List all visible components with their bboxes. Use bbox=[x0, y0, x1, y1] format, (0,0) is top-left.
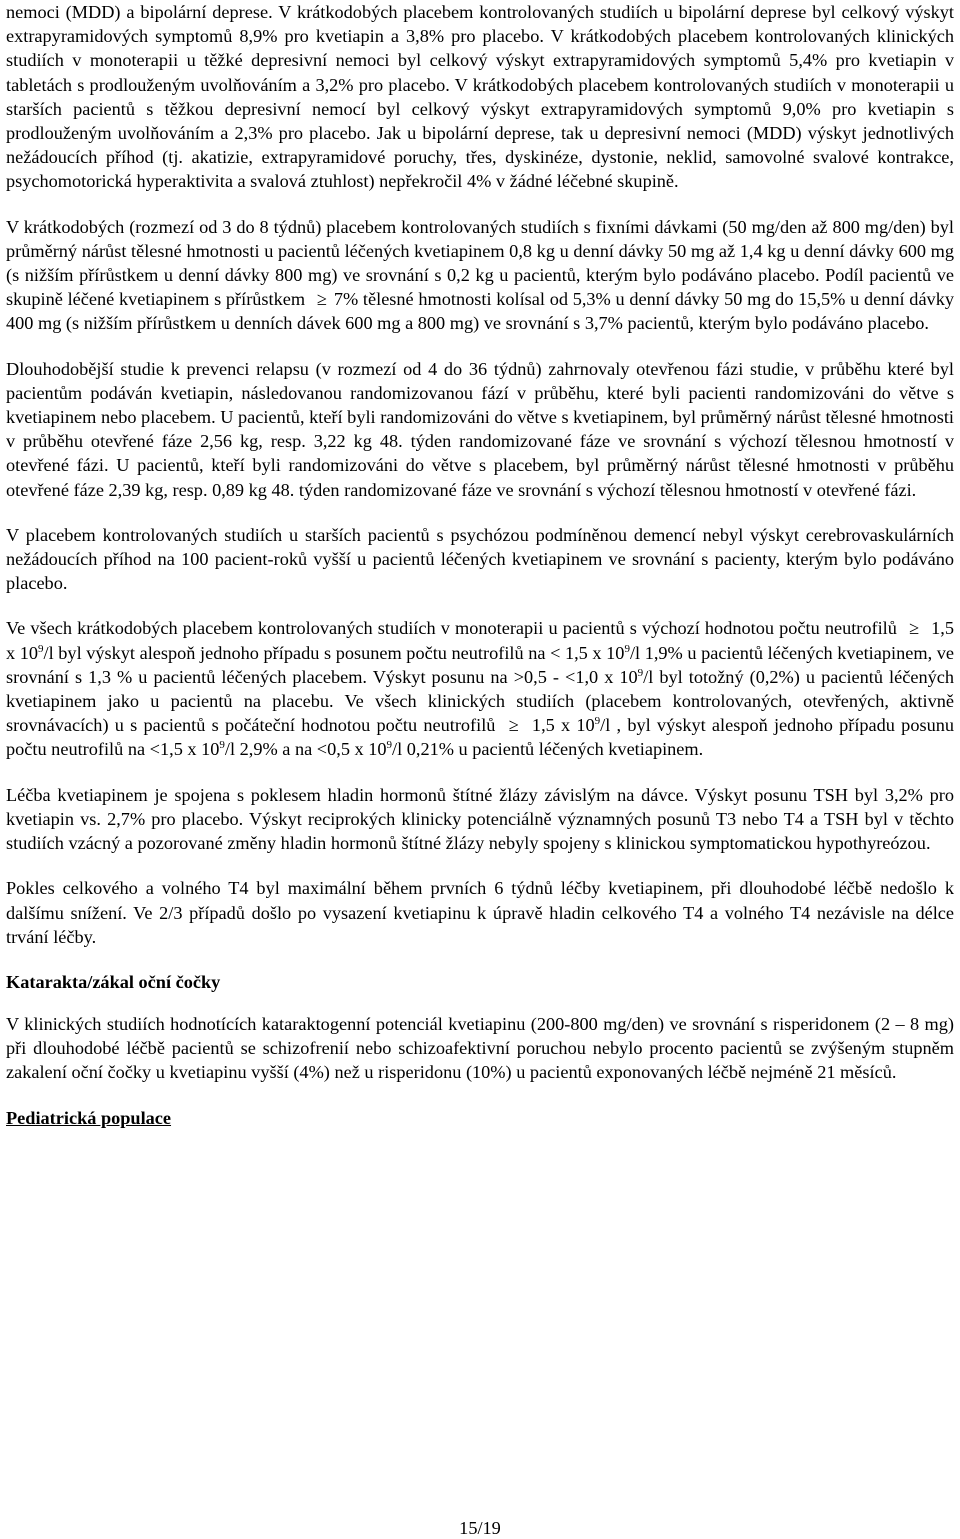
weight-gain-text-a: V krátkodobých (rozmezí od 3 do 8 týdnů) placebem kontrolovaných studiích s fixními dávkami (50 mg/den až 800 mg/den) byl průměrný nárůst tělesné hmotnosti u pacientů léčených kvetiapinem 0,8 kg u denní dávky 50 mg až 1,4 kg u denní dávky 600 mg (s nižším přírůstkem u denní dávky 800 mg) ve srovnání s 0,2 kg u pacientů, kterým bylo podáváno placebo. Podíl pacientů ve skupině léčené kvetiapinem s přírůstkem bbox=[6, 216, 954, 310]
neutro-text-i: /l 0,21% u pacientů léčených kvetiapinem. bbox=[392, 739, 704, 760]
paragraph-thyroid: Léčba kvetiapinem je spojena s poklesem hladin hormonů štítné žlázy závislým na dávce. Výskyt posunu TSH byl 3,2% pro kvetiapin vs. 2,7% pro placebo. Výskyt reciprokých klinicky potenciálně významných posunů T3 nebo T4 a TSH byl v těchto studiích vzácný a pozorované změny hladin hormonů štítné žlázy nebyly spojeny s klinickou symptomatickou hypothyreózou. bbox=[6, 784, 954, 854]
heading-pediatric: Pediatrická populace bbox=[6, 1107, 172, 1128]
exponent: 9 bbox=[38, 642, 44, 655]
paragraph-neutrophils bbox=[6, 616, 954, 761]
heading-katarakta: Katarakta/zákal oční čočky bbox=[6, 971, 221, 992]
neutro-text-d: /l 1,9% u pacientů léčených kvetiapinem, ve srovnání s 1,3 % u pacientů léčených placebem. Výskyt posunu na >0,5 - <1,0 x 10 bbox=[6, 642, 954, 687]
neutro-text-g: /l , byl výskyt alespoň jednoho případu posunu počtu neutrofilů na <1,5 x 10 bbox=[6, 715, 954, 760]
document-page bbox=[6, 0, 954, 1130]
geq-symbol: ≥ bbox=[508, 715, 519, 736]
paragraph-cerebrovascular: V placebem kontrolovaných studiích u starších pacientů s psychózou podmíněnou demencí nebyl výskyt cerebrovaskulárních nežádoucích příhod na 100 pacient-roků vyšší u pacientů léčených kvetiapinem ve srovnání s pacienty, kterým bylo podáváno placebo. bbox=[6, 524, 954, 594]
neutro-text-f: 1,5 x 10 bbox=[531, 715, 595, 736]
paragraph-katarakta: V klinických studiích hodnotících kataraktogenní potenciál kvetiapinu (200-800 mg/den) ve srovnání s risperidonem (2 – 8 mg) při dlouhodobé léčbě pacientů se schizofrenií nebo schizoafektivní poruchou nebylo procento pacientů se zvýšeným stupněm zakalení oční čočky u kvetiapinu vyšší (4%) než u risperidonu (10%) u pacientů exponovaných léčbě nejméně 21 měsíců. bbox=[6, 1013, 954, 1083]
paragraph-weight-gain bbox=[6, 215, 954, 336]
paragraph-extrapyramidal: nemoci (MDD) a bipolární deprese. V krátkodobých placebem kontrolovaných studiích u bipolární deprese byl celkový výskyt extrapyramidových symptomů 8,9% pro kvetiapin a 3,8% pro placebo. V krátkodobých placebem kontrolovaných klinických studiích v monoterapii u těžké depresivní nemoci byl celkový výskyt extrapyramidových symptomů 5,4% pro kvetiapin v tabletách s prodlouženým uvolňováním a 3,2% pro placebo. V krátkodobých placebem kontrolovaných studiích v monoterapii u starších pacientů s těžkou depresivní nemocí byl celkový výskyt extrapyramidových symptomů 9,0% pro kvetiapin s prodlouženým uvolňováním a 2,3% pro placebo. Jak u bipolární deprese, tak u depresivní nemoci (MDD) výskyt jednotlivých nežádoucích příhod (tj. akatizie, extrapyramidové poruchy, třes, dyskinéze, dystonie, neklid, samovolné svalové kontrakce, psychomotorická hyperaktivita a svalová ztuhlost) nepřekročil 4% v žádné léčebné skupině. bbox=[6, 2, 954, 192]
exponent: 9 bbox=[219, 739, 225, 752]
neutro-text-c: /l byl výskyt alespoň jednoho případu s posunem počtu neutrofilů na < 1,5 x 10 bbox=[43, 642, 625, 663]
neutro-text-h: /l 2,9% a na <0,5 x 10 bbox=[224, 739, 387, 760]
neutro-text-e: /l byl totožný (0,2%) u pacientů léčených kvetiapinem jako u pacientů na placebu. Ve všech klinických studiích (placebem kontrolovaných, otevřených, aktivně srovnávacích) u s pacientů s počáteční hodnotou počtu neutrofilů bbox=[6, 666, 954, 736]
page-number: 15/19 bbox=[459, 1518, 501, 1538]
exponent: 9 bbox=[594, 715, 601, 728]
paragraph-relapse-study: Dlouhodobější studie k prevenci relapsu (v rozmezí od 4 do 36 týdnů) zahrnovaly otevřenou fázi studie, v průběhu které byl pacientům podáván kvetiapin, následovanou randomizovanou fází v průběhu, které byli pacienti randomizováni do větve s kvetiapinem nebo placebem. U pacientů, kteří byli randomizováni do větve s kvetiapinem, byl průměrný nárůst tělesné hmotnosti v průběhu otevřené fáze 2,56 kg, resp. 3,22 kg 48. týden randomizované fáze ve srovnání s výchozí tělesnou hmotností v otevřené fázi. U pacientů, kteří byli randomizováni do větve s placebem, byl průměrný nárůst tělesné hmotnosti v průběhu otevřené fáze 2,39 kg, resp. 0,89 kg 48. týden randomizované fáze ve srovnání s výchozí tělesnou hmotností v otevřené fázi. bbox=[6, 358, 954, 500]
neutro-text-b: 1,5 x 10 bbox=[6, 618, 954, 663]
exponent: 9 bbox=[624, 642, 630, 655]
exponent: 9 bbox=[386, 739, 393, 752]
geq-symbol: ≥ bbox=[316, 289, 327, 310]
weight-gain-text-b: 7% tělesné hmotnosti kolísal od 5,3% u denní dávky 50 mg do 15,5% u denní dávky 400 mg (s nižším přírůstkem u denních dávek 600 mg a 800 mg) ve srovnání s 3,7% pacientů, kterým bylo podáváno placebo. bbox=[6, 289, 954, 334]
exponent: 9 bbox=[637, 666, 644, 679]
geq-symbol: ≥ bbox=[908, 618, 920, 639]
paragraph-t4: Pokles celkového a volného T4 byl maximální během prvních 6 týdnů léčby kvetiapinem, při dlouhodobé léčbě nedošlo k dalšímu snížení. Ve 2/3 případů došlo po vysazení kvetiapinu k úpravě hladin celkového T4 a volného T4 nezávisle na délce trvání léčby. bbox=[6, 878, 954, 947]
neutro-text-a: Ve všech krátkodobých placebem kontrolovaných studiích v monoterapii u pacientů s výchozí hodnotou počtu neutrofilů bbox=[6, 618, 897, 639]
